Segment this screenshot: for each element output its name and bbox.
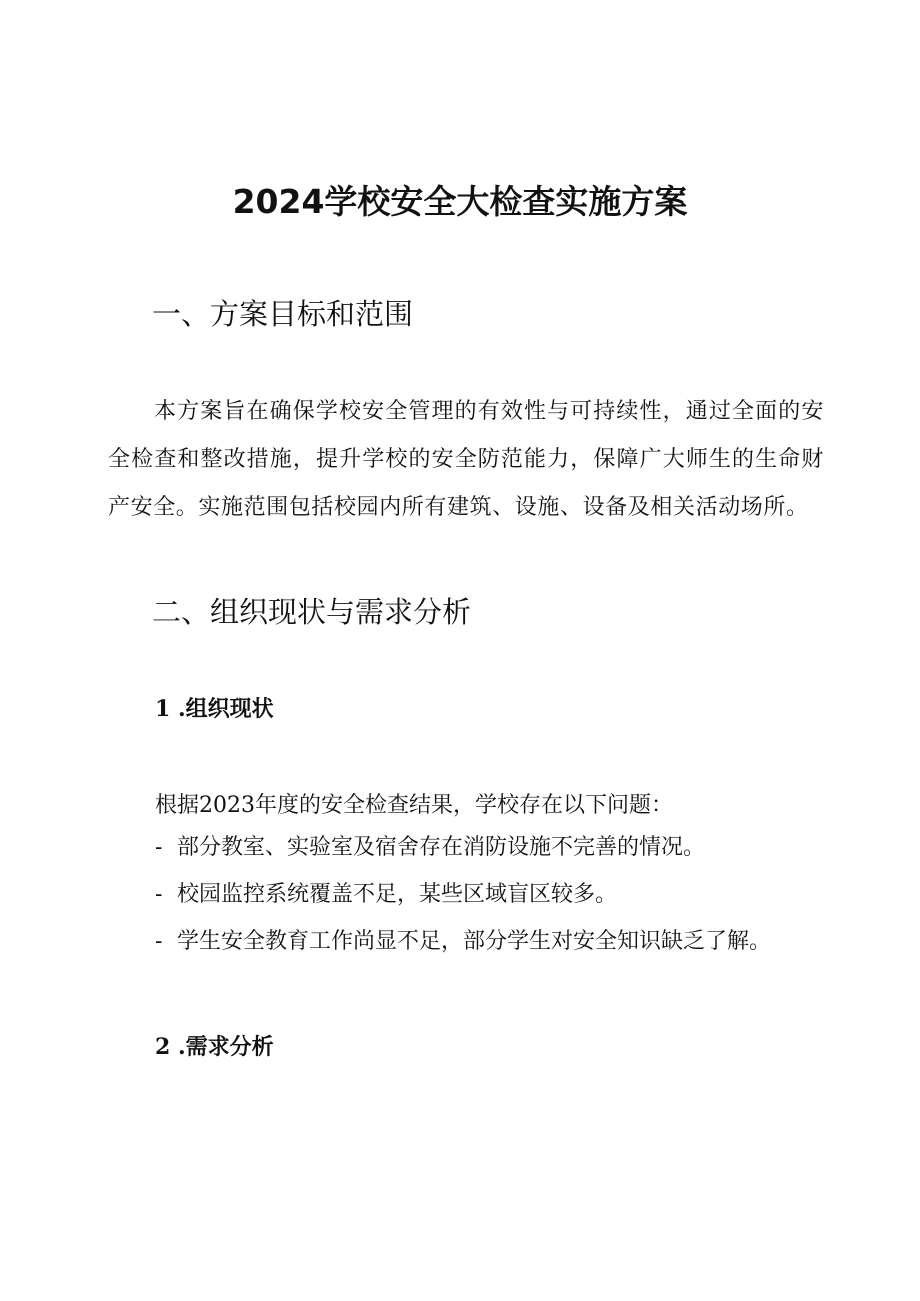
section-heading-status-analysis: 二、组织现状与需求分析: [152, 595, 472, 629]
bullet-dash: -: [155, 835, 163, 860]
list-item: [155, 882, 771, 929]
subsection-heading-org-status: 1 .组织现状: [155, 696, 274, 722]
list-item: [155, 929, 771, 976]
document-title: 2024学校安全大检查实施方案: [232, 182, 688, 221]
list-item-text: 校园监控系统覆盖不足，某些区域盲区较多。: [177, 882, 618, 907]
section-heading-goals-scope: 一、方案目标和范围: [152, 297, 414, 331]
list-item-text: 学生安全教育工作尚显不足，部分学生对安全知识缺乏了解。: [177, 929, 772, 954]
subsection-intro-text: 根据2023年度的安全检查结果，学校存在以下问题：: [155, 793, 673, 818]
section-paragraph-goals-scope: 本方案旨在确保学校安全管理的有效性与可持续性，通过全面的安全检查和整改措施，提升学校的安全防范能力，保障广大师生的生命财产安全。实施范围包括校园内所有建筑、设施、设备及相关活动场所。: [108, 399, 824, 520]
bullet-dash: -: [155, 929, 163, 954]
list-item: [155, 835, 771, 882]
subsection-heading-needs-analysis: 2 .需求分析: [155, 1034, 274, 1060]
list-item-text: 部分教室、实验室及宿舍存在消防设施不完善的情况。: [177, 835, 706, 860]
issue-list: [155, 835, 771, 976]
bullet-dash: -: [155, 882, 163, 907]
